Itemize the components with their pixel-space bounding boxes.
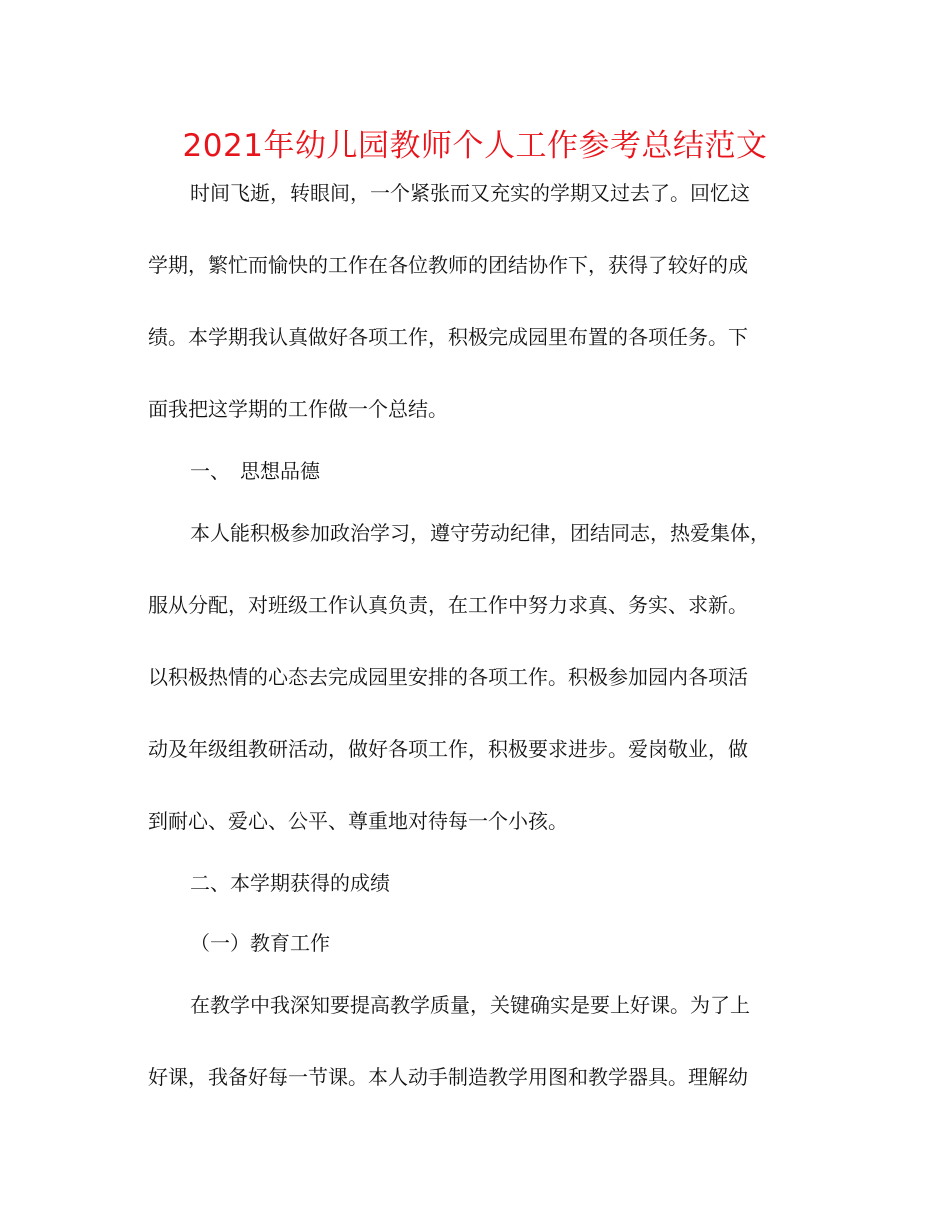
- paragraph-line: 时间飞逝，转眼间，一个紧张而又充实的学期又过去了。回忆这: [190, 181, 750, 205]
- paragraph-line: 到耐心、爱心、公平、尊重地对待每一个小孩。: [148, 809, 568, 833]
- paragraph-line: 学期，繁忙而愉快的工作在各位教师的团结协作下，获得了较好的成: [148, 253, 748, 277]
- paragraph-line: 以积极热情的心态去完成园里安排的各项工作。积极参加园内各项活: [148, 665, 748, 689]
- paragraph-line: 本人能积极参加政治学习，遵守劳动纪律，团结同志，热爱集体，: [190, 521, 770, 545]
- paragraph-line: 好课，我备好每一节课。本人动手制造教学用图和教学器具。理解幼: [148, 1065, 748, 1089]
- paragraph-line: 绩。本学期我认真做好各项工作，积极完成园里布置的各项任务。下: [148, 325, 748, 349]
- paragraph-line: 面我把这学期的工作做一个总结。: [148, 397, 448, 421]
- paragraph-line: 服从分配，对班级工作认真负责，在工作中努力求真、务实、求新。: [148, 593, 748, 617]
- section-heading: 二、本学期获得的成绩: [190, 871, 390, 895]
- paragraph-line: 在教学中我深知要提高教学质量，关键确实是要上好课。为了上: [190, 993, 750, 1017]
- subsection-heading: （一）教育工作: [190, 931, 330, 955]
- section-heading: 一、 思想品德: [190, 459, 320, 483]
- paragraph-line: 动及年级组教研活动，做好各项工作，积极要求进步。爱岗敬业，做: [148, 737, 748, 761]
- document-title: 2021年幼儿园教师个人工作参考总结范文: [182, 128, 768, 164]
